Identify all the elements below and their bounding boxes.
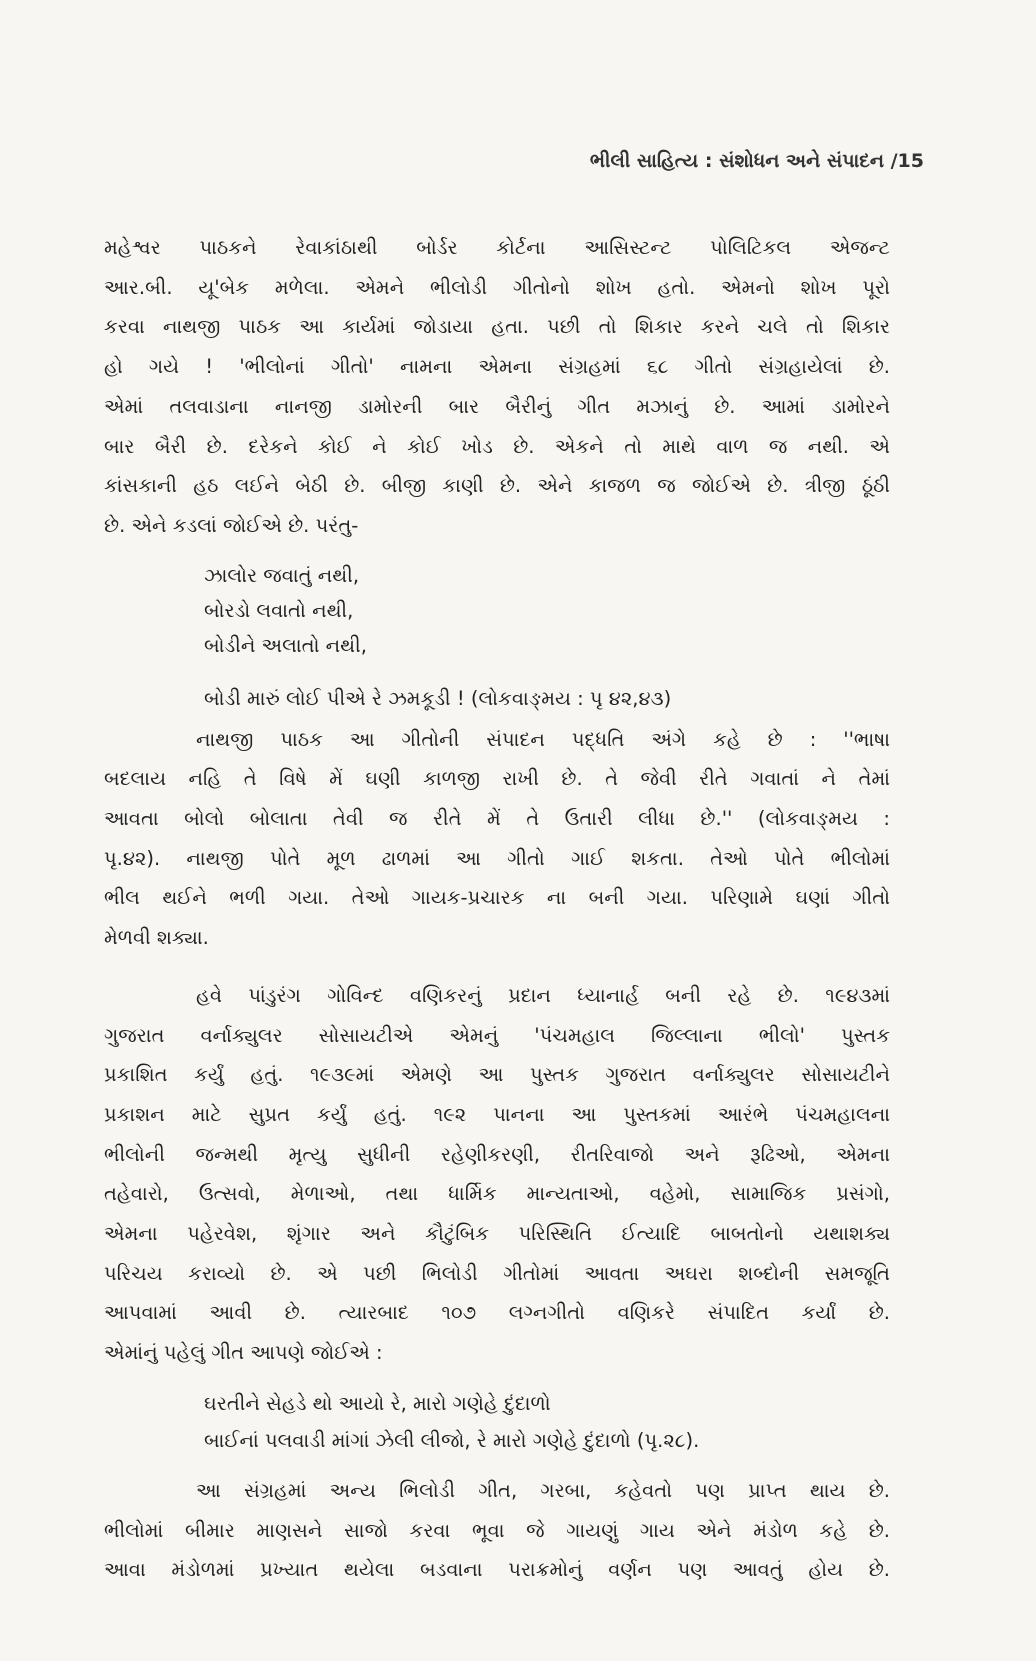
text-line: બદલાય નહિ તે વિષે મેં ઘણી કાળજી રાખી છે. તે જેવી રીતે ગવાતાં ને તેમાં <box>104 767 890 791</box>
verse-1 <box>104 558 890 663</box>
running-header: ભીલી સાહિત્ય : સંશોધન અને સંપાદન /15 <box>589 150 924 172</box>
verse-line: બોડીને અલાતો નથી, <box>204 633 367 657</box>
text-line: બાર બૈરી છે. દરેકને કોઈ ને કોઈ ખોડ છે. એકને તો માથે વાળ જ નથી. એ <box>104 434 890 458</box>
text-line: ભીલોમાં બીમાર માણસને સાજો કરવા ભૂવા જે ગાયણું ગાય એને મંડોળ કહે છે. <box>104 1518 890 1542</box>
text-line: ભીલ થઈને ભળી ગયા. તેઓ ગાયક-પ્રચારક ના બની ગયા. પરિણામે ઘણાં ગીતો <box>104 886 890 910</box>
text-line: આપવામાં આવી છે. ત્યારબાદ ૧૦૭ લગ્નગીતો વણિકરે સંપાદિત કર્યાં છે. <box>104 1301 890 1325</box>
text-line: હવે પાંડુરંગ ગોવિન્દ વણિકરનું પ્રદાન ધ્યાનાર્હ બની રહે છે. ૧૯૪૩માં <box>196 983 890 1007</box>
paragraph-2 <box>104 720 890 958</box>
text-line: નાથજી પાઠક આ ગીતોની સંપાદન પદ્ધતિ અંગે કહે છે : ''ભાષા <box>196 727 890 751</box>
text-line: આર.બી. યૂ'બેક મળેલા. એમને ભીલોડી ગીતોનો શોખ હતો. એમનો શોખ પૂરો <box>104 275 890 299</box>
paragraph-4 <box>104 1471 890 1590</box>
text-line: પરિચય કરાવ્યો છે. એ પછી ભિલોડી ગીતોમાં આવતા અઘરા શબ્દોની સમજૂતિ <box>104 1261 890 1285</box>
text-line: હો ગયે ! 'ભીલોનાં ગીતો' નામના એમના સંગ્રહમાં ૬૮ ગીતો સંગ્રહાયેલાં છે. <box>104 355 890 379</box>
text-line: ભીલોની જન્મથી મૃત્યુ સુધીની રહેણીકરણી, રીતરિવાજો અને રૂઢિઓ, એમના <box>104 1142 890 1166</box>
paragraph-3 <box>104 976 890 1373</box>
text-line: આ સંગ્રહમાં અન્ય ભિલોડી ગીત, ગરબા, કહેવતો પણ પ્રાપ્ત થાય છે. <box>196 1478 890 1502</box>
text-line: મેળવી શક્યા. <box>104 926 209 950</box>
verse-line: બાઈનાં પલવાડી માંગાં ઝેલી લીજો, રે મારો ગણેહે દુંદાળો (પૃ.૨૮). <box>204 1428 700 1452</box>
text-line: મહેશ્વર પાઠકને રેવાકાંઠાથી બોર્ડર કોર્ટના આસિસ્ટન્ટ પોલિટિકલ એજન્ટ <box>104 236 890 259</box>
text-line: આવતા બોલો બોલાતા તેવી જ રીતે મેં તે ઉતારી લીધા છે.'' (લોકવાઙ્મય : <box>104 807 890 831</box>
verse-line: ઝાલોર જવાતું નથી, <box>204 563 360 587</box>
text-line: પ્રકાશિત કર્યું હતું. ૧૯૩૯માં એમણે આ પુસ્તક ગુજરાત વર્નાક્યુલર સોસાયટીને <box>104 1063 890 1087</box>
verse-line: બોરડો લવાતો નથી, <box>204 598 354 622</box>
verse-line: ઘરતીને સેહડે થો આયો રે, મારો ગણેહે દુંદાળો <box>204 1391 551 1415</box>
verse-line: બોડી મારું લોઈ પીએ રે ઝમકૂડી ! (લોકવાઙ્મય : પૃ ૪૨,૪૩) <box>204 686 672 710</box>
paragraph-1 <box>104 228 890 546</box>
text-line: એમાંનું પહેલું ગીત આપણે જોઈએ : <box>104 1341 383 1365</box>
verse-1-closing <box>104 681 890 716</box>
text-line: તહેવારો, ઉત્સવો, મેળાઓ, તથા ધાર્મિક માન્યતાઓ, વહેમો, સામાજિક પ્રસંગો, <box>104 1182 890 1206</box>
text-line: પ્રકાશન માટે સુપ્રત કર્યું હતું. ૧૯૨ પાનના આ પુસ્તકમાં આરંભે પંચમહાલના <box>104 1102 890 1126</box>
text-line: આવા મંડોળમાં પ્રખ્યાત થયેલા બડવાના પરાક્રમોનું વર્ણન પણ આવતું હોય છે. <box>104 1558 890 1582</box>
text-line: ગુજરાત વર્નાક્યુલર સોસાયટીએ એમનું 'પંચમહાલ જિલ્લાના ભીલો' પુસ્તક <box>104 1023 890 1047</box>
text-line: એમાં તલવાડાના નાનજી ડામોરની બાર બૈરીનું ગીત મઝાનું છે. આમાં ડામોરને <box>104 394 890 418</box>
text-line: પૃ.૪૨). નાથજી પોતે મૂળ ઢાળમાં આ ગીતો ગાઈ શકતા. તેઓ પોતે ભીલોમાં <box>104 846 890 870</box>
text-line: એમના પહેરવેશ, શૃંગાર અને કૌટુંબિક પરિસ્થિતિ ઈત્યાદિ બાબતોનો યથાશક્ય <box>104 1222 890 1246</box>
text-line: છે. એને કડલાં જોઈએ છે. પરંતુ- <box>104 513 359 537</box>
text-line: કરવા નાથજી પાઠક આ કાર્યમાં જોડાયા હતા. પછી તો શિકાર કરને ચલે તો શિકાર <box>104 315 890 339</box>
page-body <box>104 228 890 1590</box>
text-line: કાંસકાની હઠ લઈને બેઠી છે. બીજી કાણી છે. એને કાજળ જ જોઈએ છે. ત્રીજી ઠૂંઠી <box>104 474 890 498</box>
verse-2 <box>104 1385 890 1459</box>
